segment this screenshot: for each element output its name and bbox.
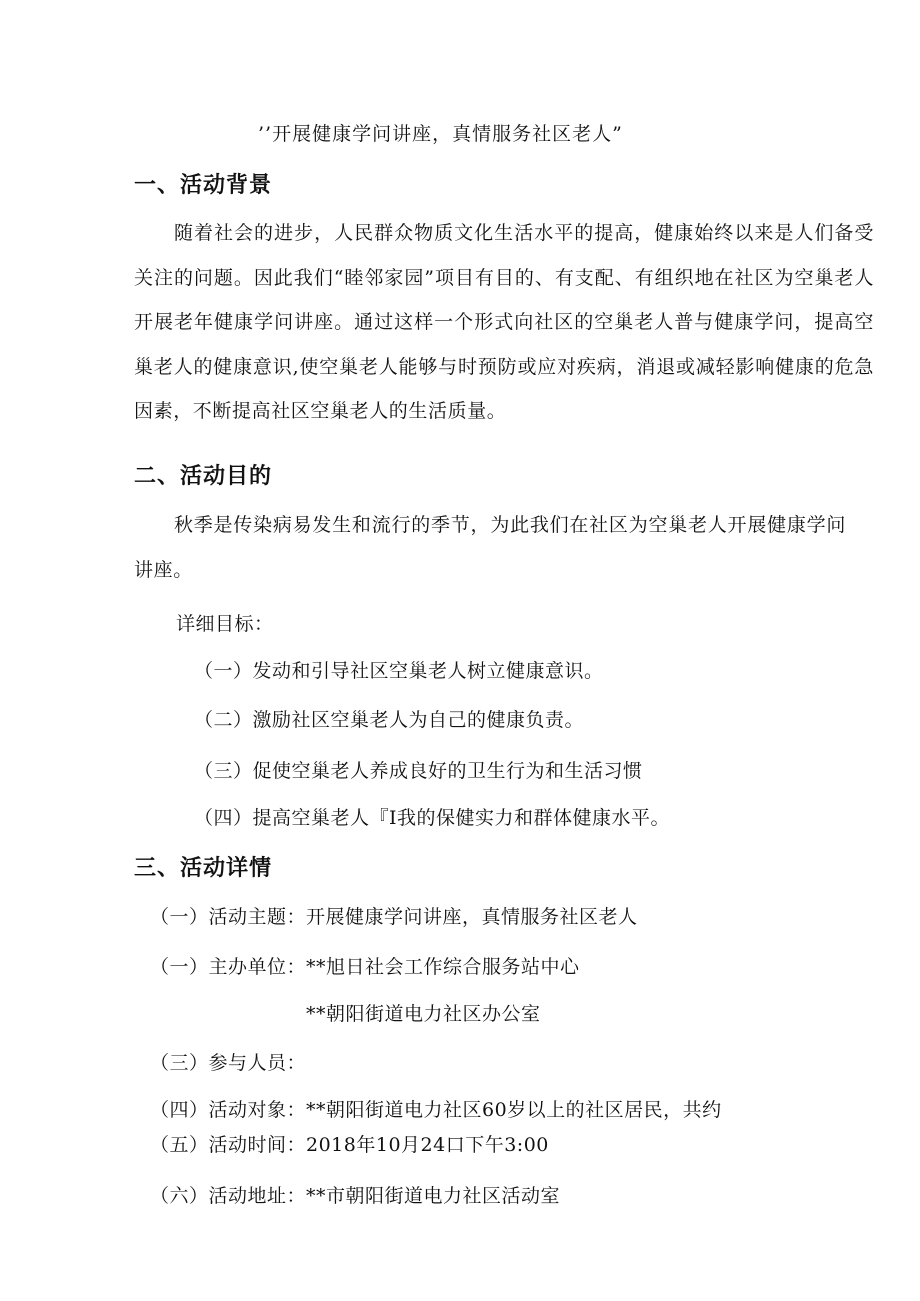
detail-time: （五）活动时间：2018年10月24口下午3:00 [150,1134,549,1156]
section-heading-details: 三、活动详情 [134,856,273,881]
detail-organizer: （一）主办单位：**旭日社会工作综合服务站中心 [150,956,580,978]
detail-participants: （三）参与人员： [150,1052,307,1074]
detail-organizer-secondary: **朝阳街道电力社区办公室 [306,1003,541,1025]
goal-item: （一）发动和引导社区空巢老人树立健康意识。 [194,660,604,682]
section-heading-purpose: 二、活动目的 [134,464,273,489]
goal-item: （三）促使空巢老人养成良好的卫生行为和生活习惯 [194,760,643,782]
detail-location: （六）活动地址：**市朝阳街道电力社区活动室 [150,1185,561,1207]
section-heading-background: 一、活动背景 [134,173,273,198]
purpose-paragraph: 秋季是传染病易发生和流行的季节，为此我们在社区为空巢老人开展健康学问讲座。 [134,514,846,581]
detail-theme: （一）活动主题：开展健康学问讲座，真情服务社区老人 [150,906,638,928]
goals-label: 详细目标： [176,613,274,635]
background-paragraph: 随着社会的进步，人民群众物质文化生活水平的提高，健康始终以来是人们备受关注的问题。因此我们“睦邻家园”项目有目的、有支配、有组织地在社区为空巢老人开展老年健康学问讲座。通过这样一个形式向社区的空巢老人普与健康学问，提高空巢老人的健康意识,使空巢老人能够与时预防或应对疾病，消退或减轻影响健康的危急因素，不断提高社区空巢老人的生活质量。 [134,222,874,422]
detail-audience: （四）活动对象：**朝阳街道电力社区60岁以上的社区居民，共约 [150,1099,722,1121]
goal-item: （四）提高空巢老人『I我的保健实力和群体健康水平。 [194,807,671,829]
goal-item: （二）激励社区空巢老人为自己的健康负责。 [194,709,585,731]
document-title: ’’开展健康学问讲座，真情服务社区老人” [258,123,623,145]
